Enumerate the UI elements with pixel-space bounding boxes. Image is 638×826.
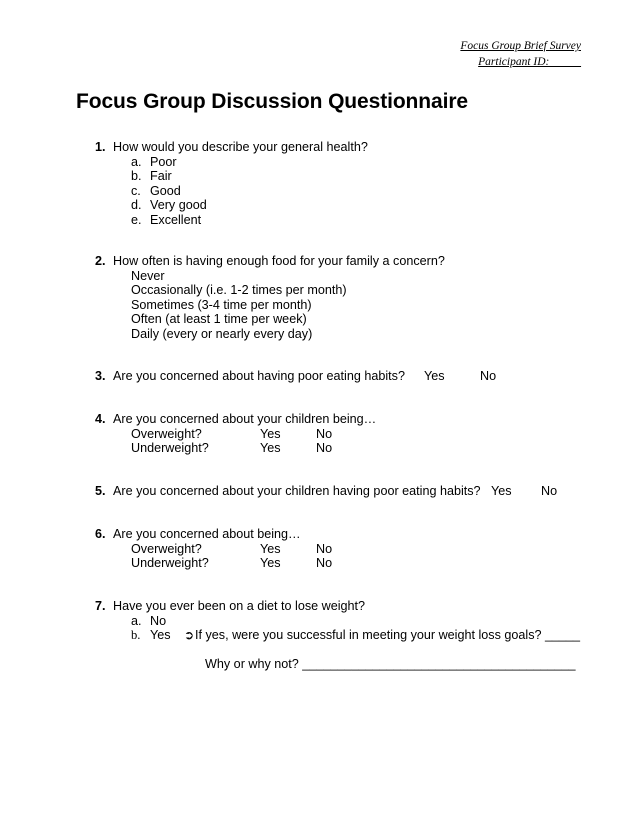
yes-option[interactable]: Yes xyxy=(260,541,281,556)
question-number: 4. xyxy=(95,412,106,426)
option-text: Very good xyxy=(150,198,207,213)
option-letter: e. xyxy=(131,212,142,227)
followup-text: If yes, were you successful in meeting your weight loss goals? _____ xyxy=(195,628,581,643)
option-text: Yes xyxy=(150,628,171,643)
option-text: Daily (every or nearly every day) xyxy=(131,326,313,341)
question-number: 6. xyxy=(95,527,106,541)
question-number: 3. xyxy=(95,369,106,383)
no-option[interactable]: No xyxy=(316,426,333,441)
option-letter: c. xyxy=(131,183,141,198)
option-text: Good xyxy=(150,183,181,198)
yes-option[interactable]: Yes xyxy=(424,369,445,383)
question-text: How would you describe your general health? xyxy=(113,140,368,154)
option-letter: b. xyxy=(131,169,142,184)
question-number: 5. xyxy=(95,484,106,498)
question-text: Are you concerned about having poor eating habits? xyxy=(113,369,405,383)
no-option[interactable]: No xyxy=(480,369,497,383)
option-letter: a. xyxy=(131,613,142,628)
survey-name: Focus Group Brief Survey xyxy=(460,40,581,52)
option-text: Excellent xyxy=(150,212,202,227)
row-label: Underweight? xyxy=(131,556,209,571)
question-text: Are you concerned about your children having poor eating habits? xyxy=(113,484,481,498)
no-option[interactable]: No xyxy=(316,556,333,571)
question-text: Are you concerned about your children being… xyxy=(113,412,377,426)
question-number: 7. xyxy=(95,599,106,613)
row-label: Overweight? xyxy=(131,426,202,441)
yes-option[interactable]: Yes xyxy=(260,426,281,441)
option-text: No xyxy=(150,613,167,628)
option-text: Often (at least 1 time per week) xyxy=(131,312,307,327)
yes-option[interactable]: Yes xyxy=(491,484,512,498)
option-letter: a. xyxy=(131,154,142,169)
option-letter: d. xyxy=(131,198,142,213)
option-text: Poor xyxy=(150,154,177,169)
question-number: 1. xyxy=(95,140,106,154)
option-text: Occasionally (i.e. 1-2 times per month) xyxy=(131,283,347,298)
option-text: Sometimes (3-4 time per month) xyxy=(131,297,312,312)
yes-option[interactable]: Yes xyxy=(260,556,281,571)
yes-option[interactable]: Yes xyxy=(260,441,281,456)
option-text: Fair xyxy=(150,169,172,184)
no-option[interactable]: No xyxy=(316,541,333,556)
question-text: How often is having enough food for your family a concern? xyxy=(113,254,445,268)
option-letter: b. xyxy=(131,628,141,643)
participant-id: Participant ID: _____ xyxy=(478,56,581,68)
option-text: Never xyxy=(131,268,165,283)
no-option[interactable]: No xyxy=(541,484,558,498)
question-number: 2. xyxy=(95,254,106,268)
page-title: Focus Group Discussion Questionnaire xyxy=(76,90,468,113)
question-text: Are you concerned about being… xyxy=(113,527,301,541)
row-label: Underweight? xyxy=(131,441,209,456)
why-field[interactable]: Why or why not? _______________________________________ xyxy=(205,656,576,671)
arrow-icon: ➲ xyxy=(184,628,195,643)
row-label: Overweight? xyxy=(131,541,202,556)
question-text: Have you ever been on a diet to lose weight? xyxy=(113,599,366,613)
no-option[interactable]: No xyxy=(316,441,333,456)
